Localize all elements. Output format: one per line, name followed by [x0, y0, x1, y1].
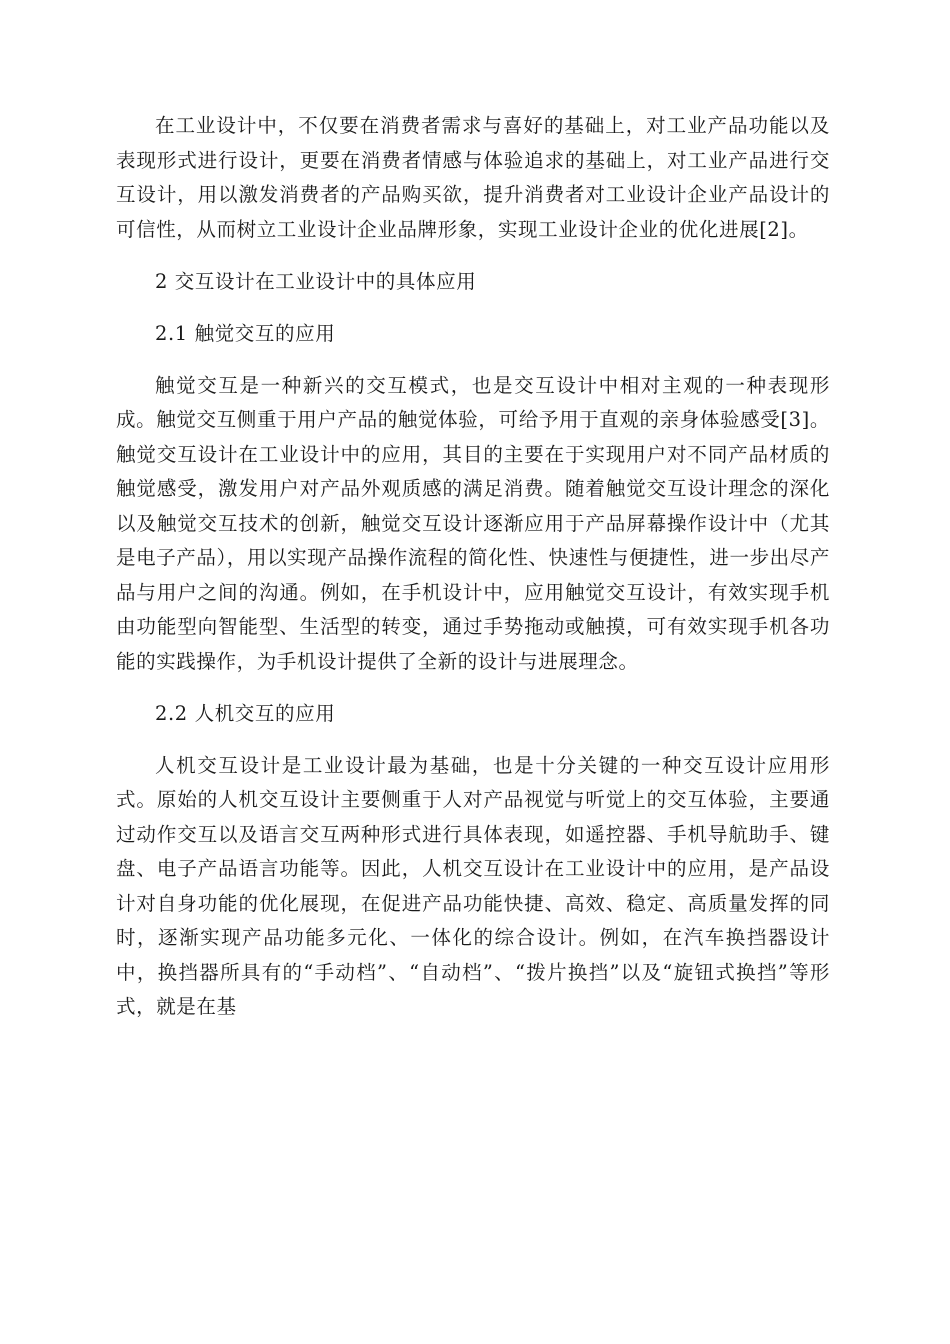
document-page: [116, 109, 830, 1025]
subsection-heading-2-2: 2.2 人机交互的应用: [155, 701, 336, 725]
paragraph-intro: 在工业设计中，不仅要在消费者需求与喜好的基础上，对工业产品功能以及表现形式进行设计，更要在消费者情感与体验追求的基础上，对工业产品进行交互设计，用以激发消费者的产品购买欲，提升消费者对工业设计企业产品设计的可信性，从而树立工业设计企业品牌形象，实现工业设计企业的优化进展[2]。: [116, 114, 830, 241]
subsection-heading-2-1: 2.1 触觉交互的应用: [155, 321, 336, 345]
paragraph-tactile-interaction: 触觉交互是一种新兴的交互模式，也是交互设计中相对主观的一种表现形成。触觉交互侧重于用户产品的触觉体验，可给予用于直观的亲身体验感受[3]。触觉交互设计在工业设计中的应用，其目的主要在于实现用户对不同产品材质的触觉感受，激发用户对产品外观质感的满足消费。随着触觉交互设计理念的深化以及触觉交互技术的创新，触觉交互设计逐渐应用于产品屏幕操作设计中（尤其是电子产品），用以实现产品操作流程的简化性、快速性与便捷性，进一步出尽产品与用户之间的沟通。例如，在手机设计中，应用触觉交互设计，有效实现手机由功能型向智能型、生活型的转变，通过手势拖动或触摸，可有效实现手机各功能的实践操作，为手机设计提供了全新的设计与进展理念。: [116, 373, 830, 673]
section-heading-2: 2 交互设计在工业设计中的具体应用: [155, 269, 477, 293]
paragraph-human-machine-interaction: 人机交互设计是工业设计最为基础，也是十分关键的一种交互设计应用形式。原始的人机交互设计主要侧重于人对产品视觉与听觉上的交互体验，主要通过动作交互以及语言交互两种形式进行具体表现，如遥控器、手机导航助手、键盘、电子产品语言功能等。因此，人机交互设计在工业设计中的应用，是产品设计对自身功能的优化展现，在促进产品功能快捷、高效、稳定、高质量发挥的同时，逐渐实现产品功能多元化、一体化的综合设计。例如，在汽车换挡器设计中，换挡器所具有的“手动档”、“自动档”、“拨片换挡”以及“旋钮式换挡”等形式，就是在基: [116, 753, 830, 1018]
